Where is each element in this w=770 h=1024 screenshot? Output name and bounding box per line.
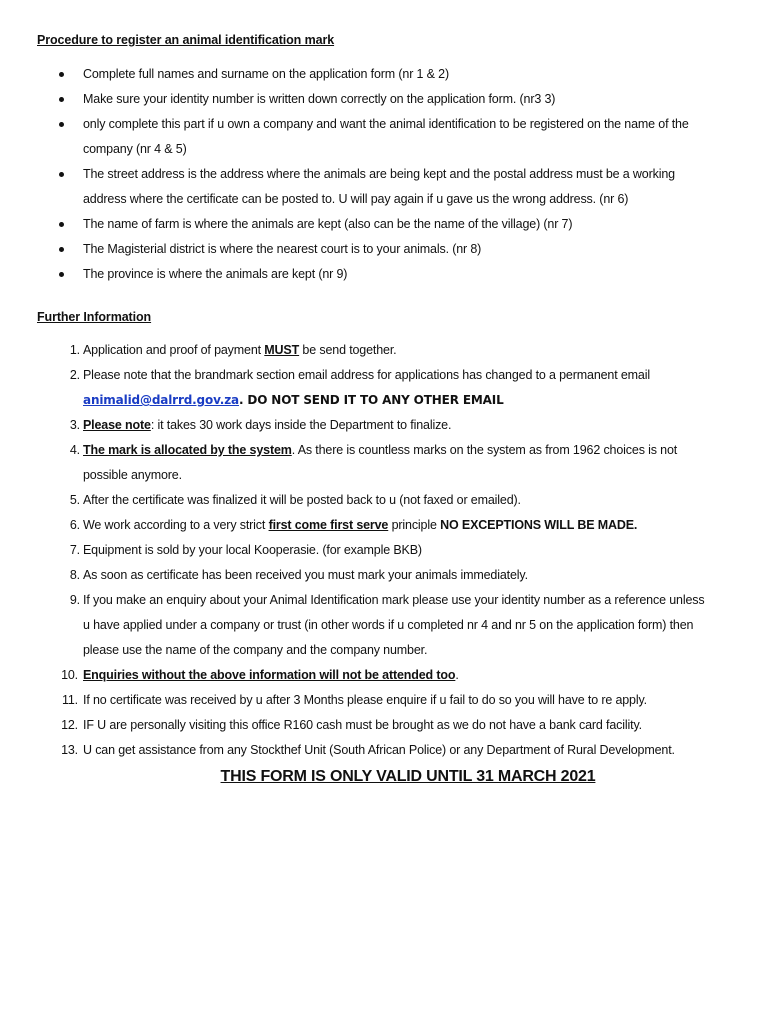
list-item: 6. We work according to a very strict first come first serve principle NO EXCEPTIONS WILL BE MADE. (69, 518, 638, 532)
validity-notice: THIS FORM IS ONLY VALID UNTIL 31 MARCH 2021 (220, 768, 596, 785)
list-item: only complete this part if u own a company and want the animal identification to be registered on the name of the company (nr 4 & 5) (0, 112, 770, 162)
list-item: 8. As soon as certificate has been received you must mark your animals immediately. (69, 568, 528, 582)
procedure-heading: Procedure to register an animal identification mark (37, 33, 335, 47)
further-information-list (0, 338, 770, 763)
list-item: The street address is the address where the animals are being kept and the postal address must be a working address where the certificate can be posted to. U will pay again if u gave us the wrong address. (nr 6) (0, 162, 770, 212)
bullet-icon (59, 272, 64, 277)
list-item: 12. IF U are personally visiting this office R160 cash must be brought as we do not have a bank card facility. (61, 718, 642, 732)
list-item: The Magisterial district is where the nearest court is to your animals. (nr 8) (0, 237, 770, 262)
list-item: 11. If no certificate was received by u after 3 Months please enquire if u fail to do so you will have to re apply. (62, 693, 647, 707)
list-item: Complete full names and surname on the application form (nr 1 & 2) (0, 62, 770, 87)
bullet-icon (59, 97, 64, 102)
list-item: The name of farm is where the animals are kept (also can be the name of the village) (nr 7) (0, 212, 770, 237)
list-item: 2. Please note that the brandmark section email address for applications has changed to a permanent email animalid@dalrrd.gov.za. DO NOT SEND IT TO ANY OTHER EMAIL (69, 368, 650, 407)
list-item: 4. The mark is allocated by the system. As there is countless marks on the system as from 1962 choices is not possible anymore. (69, 443, 678, 482)
list-item: 9. If you make an enquiry about your Animal Identification mark please use your identity number as a reference unless u have applied under a company or trust (in other words if u completed nr 4 and nr 5 on the application form) then please use the name of the company and the company number. (69, 593, 705, 657)
bullet-icon (59, 122, 64, 127)
further-information-heading: Further Information (37, 310, 152, 324)
bullet-icon (59, 247, 64, 252)
list-item: 1. Application and proof of payment MUST be send together. (69, 343, 397, 357)
list-item: The province is where the animals are kept (nr 9) (0, 262, 770, 287)
list-item: 13. U can get assistance from any Stockthef Unit (South African Police) or any Department of Rural Development. (61, 743, 675, 757)
list-item: Make sure your identity number is written down correctly on the application form. (nr3 3) (0, 87, 770, 112)
list-item: 5. After the certificate was finalized it will be posted back to u (not faxed or emailed). (69, 493, 521, 507)
bullet-icon (59, 72, 64, 77)
email-link[interactable]: animalid@dalrrd.gov.za (83, 393, 239, 407)
procedure-list (0, 62, 770, 287)
list-item: 3. Please note: it takes 30 work days inside the Department to finalize. (69, 418, 452, 432)
list-item: 7. Equipment is sold by your local Kooperasie. (for example BKB) (69, 543, 422, 557)
bullet-icon (59, 222, 64, 227)
list-item: 10. Enquiries without the above information will not be attended too. (61, 668, 459, 682)
bullet-icon (59, 172, 64, 177)
